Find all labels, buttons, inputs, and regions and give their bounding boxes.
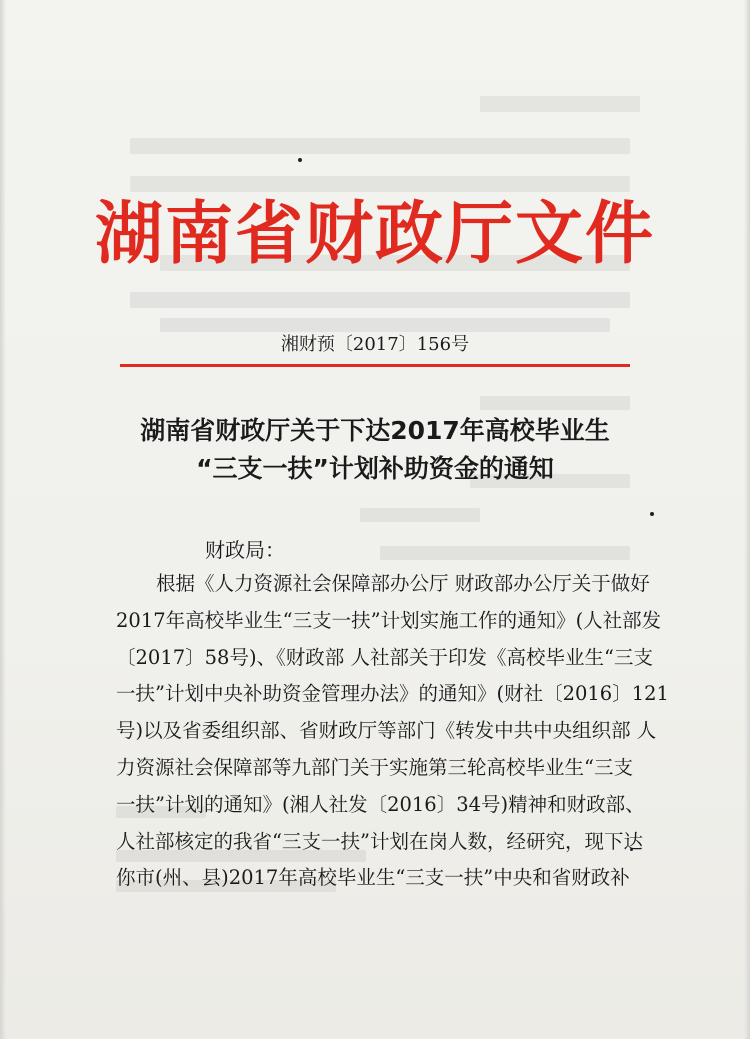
speck-1 xyxy=(298,158,302,162)
body-line: 一扶”计划的通知》(湘人社发〔2016〕34号)精神和财政部、 xyxy=(116,792,645,816)
body-line: 力资源社会保障部等九部门关于实施第三轮高校毕业生“三支 xyxy=(116,755,633,779)
body-line: 一扶”计划中央补助资金管理办法》的通知》(财社〔2016〕121 xyxy=(116,682,669,706)
body-line: 号)以及省委组织部、省财政厅等部门《转发中共中央组织部 人 xyxy=(116,719,657,743)
document-header-title: 湖南省财政厅文件 xyxy=(94,195,655,274)
show-through-2 xyxy=(130,138,630,154)
body-paragraph xyxy=(116,566,669,897)
show-through-6 xyxy=(160,318,610,332)
red-divider-line xyxy=(120,364,630,367)
show-through-5 xyxy=(130,292,630,308)
scan-edge-left xyxy=(0,0,6,1039)
body-line: 人社部核定的我省“三支一扶”计划在岗人数，经研究，现下达 xyxy=(116,829,643,853)
body-line: 你市(州、县)2017年高校毕业生“三支一扶”中央和省财政补 xyxy=(116,866,630,890)
notice-title xyxy=(0,412,750,488)
show-through-3 xyxy=(130,176,630,192)
document-number: 湘财预〔2017〕156号 xyxy=(280,334,470,355)
show-through-7 xyxy=(480,396,630,410)
body-line: 根据《人力资源社会保障部办公厅 财政部办公厅关于做好 xyxy=(156,572,650,595)
body-line: 〔2017〕58号)、《财政部 人社部关于印发《高校毕业生“三支 xyxy=(116,645,653,669)
body-line: 2017年高校毕业生“三支一扶”计划实施工作的通知》(人社部发 xyxy=(116,608,662,632)
speck-2 xyxy=(650,512,654,516)
notice-title-line-1: 湖南省财政厅关于下达2017年高校毕业生 xyxy=(140,416,610,445)
show-through-9 xyxy=(360,508,480,522)
salutation: 财政局： xyxy=(205,538,285,562)
notice-title-line-2: “三支一扶”计划补助资金的通知 xyxy=(196,454,554,483)
scan-edge-right xyxy=(744,0,750,1039)
show-through-1 xyxy=(480,96,640,112)
show-through-10 xyxy=(380,546,630,560)
